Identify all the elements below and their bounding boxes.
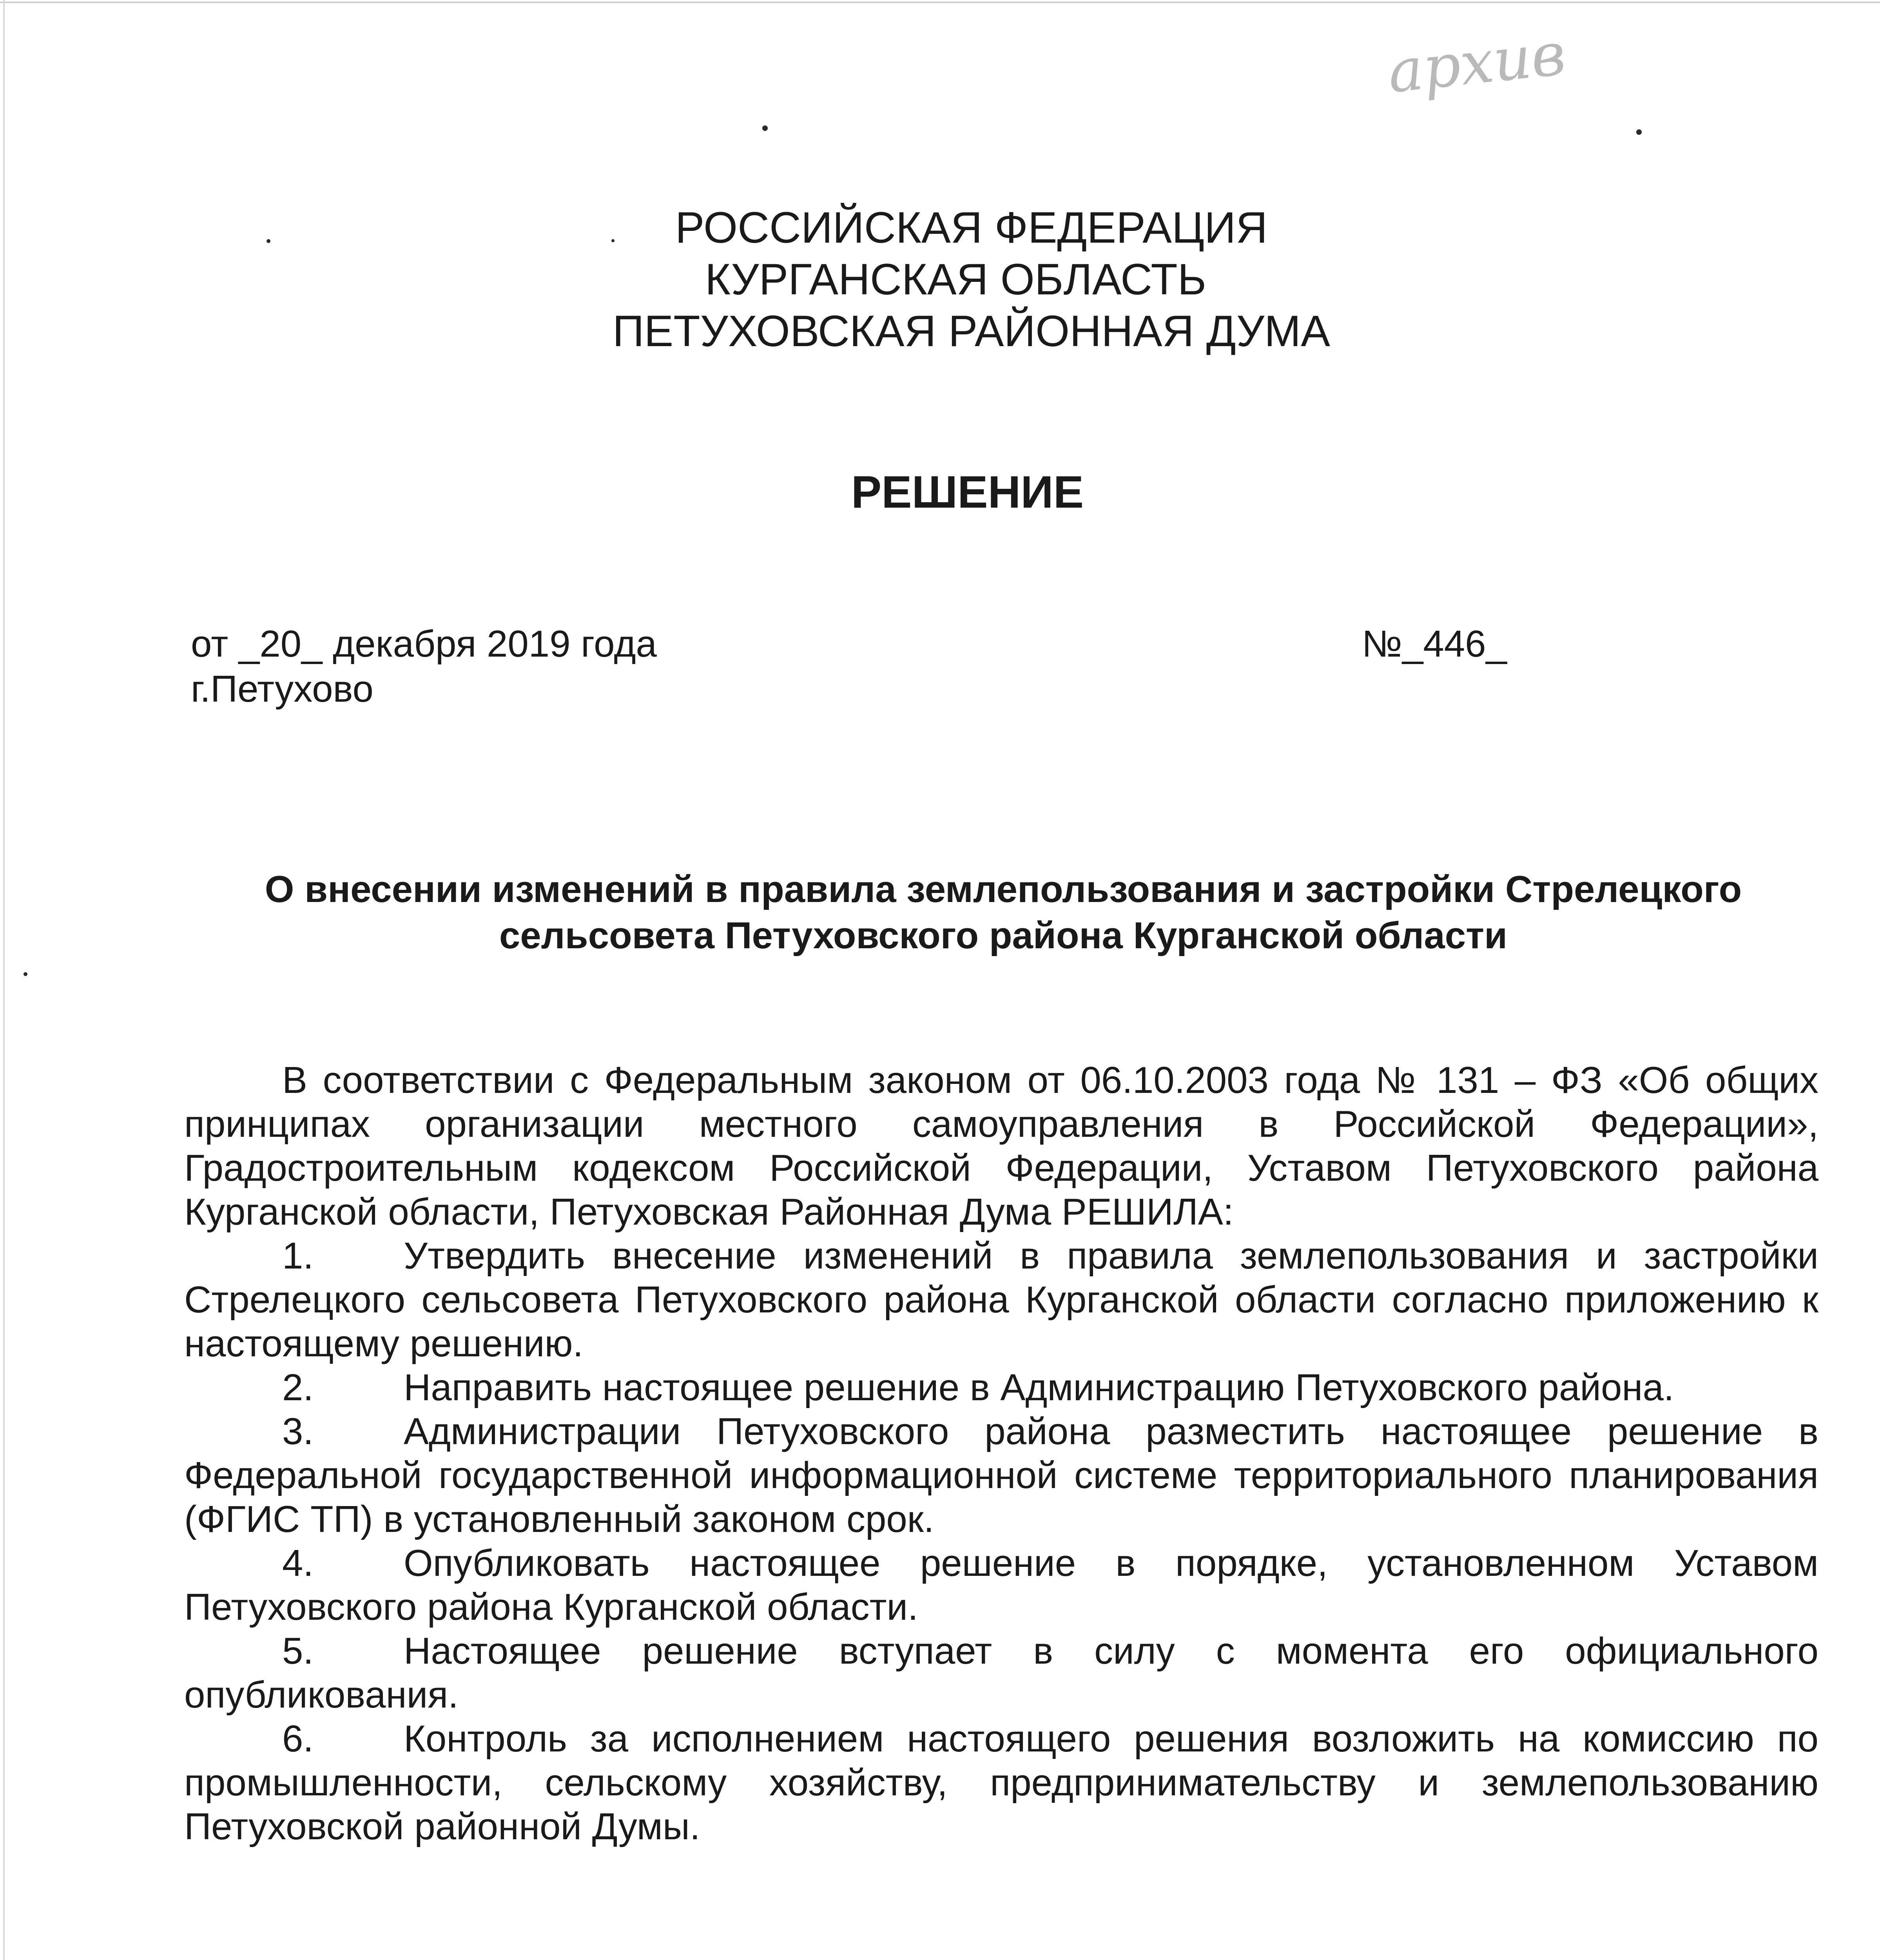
- scan-edge-top: [0, 2, 1880, 3]
- item-text: Опубликовать настоящее решение в порядке, установленном Уставом Петуховского района Курганской области.: [184, 1542, 1818, 1628]
- item-text: Администрации Петуховского района разместить настоящее решение в Федеральной государственной информационной системе территориального планирования (ФГИС ТП) в установленный законом срок.: [184, 1410, 1818, 1540]
- item-number: 1.: [282, 1235, 314, 1277]
- scan-speck: [24, 972, 27, 976]
- item-number: 4.: [282, 1542, 314, 1584]
- scan-speck: [762, 125, 768, 131]
- list-item: [184, 1234, 1818, 1366]
- item-number: 3.: [282, 1410, 314, 1452]
- list-item: [184, 1410, 1818, 1541]
- document-number: №_446_: [1362, 623, 1507, 665]
- document-date: от _20_ декабря 2019 года: [191, 623, 657, 665]
- list-item: [184, 1717, 1818, 1849]
- item-text: Утвердить внесение изменений в правила землепользования и застройки Стрелецкого сельсовета Петуховского района Курганской области согласно приложению к настоящему решению.: [184, 1235, 1818, 1365]
- item-text: Направить настоящее решение в Администрацию Петуховского района.: [404, 1367, 1674, 1408]
- document-body: [184, 1058, 1818, 1849]
- list-item: [184, 1629, 1818, 1717]
- subject-line-1: О внесении изменений в правила землепользования и застройки Стрелецкого: [265, 868, 1742, 910]
- document-city: г.Петухово: [191, 668, 373, 710]
- item-text: Контроль за исполнением настоящего решения возложить на комиссию по промышленности, сельскому хозяйству, предпринимательству и землепользованию Петуховской районной Думы.: [184, 1718, 1818, 1847]
- document-subject: [219, 866, 1787, 959]
- list-item: [184, 1541, 1818, 1629]
- list-item: [184, 1366, 1818, 1410]
- body-intro: В соответствии с Федеральным законом от 06.10.2003 года № 131 – ФЗ «Об общих принципах организации местного самоуправления в Российской Федерации», Градостроительным кодексом Российской Федерации, Уставом Петуховского района Курганской области, Петуховская Районная Дума РЕШИЛА:: [184, 1059, 1818, 1233]
- item-number: 5.: [282, 1630, 314, 1672]
- document-title: РЕШЕНИЕ: [851, 466, 1084, 517]
- archive-handwritten-note: архив: [1384, 20, 1569, 107]
- subject-line-2: сельсовета Петуховского района Курганской области: [499, 915, 1508, 956]
- item-text: Настоящее решение вступает в силу с момента его официального опубликования.: [184, 1630, 1818, 1716]
- header-country: РОССИЙСКАЯ ФЕДЕРАЦИЯ: [675, 203, 1268, 252]
- document-header: [0, 202, 1880, 357]
- header-organization: ПЕТУХОВСКАЯ РАЙОННАЯ ДУМА: [613, 307, 1330, 356]
- scan-speck: [1636, 129, 1642, 135]
- item-number: 2.: [282, 1367, 314, 1408]
- item-number: 6.: [282, 1718, 314, 1760]
- header-region: КУРГАНСКАЯ ОБЛАСТЬ: [705, 255, 1207, 304]
- scan-speck: [611, 239, 615, 242]
- scan-speck: [266, 239, 270, 243]
